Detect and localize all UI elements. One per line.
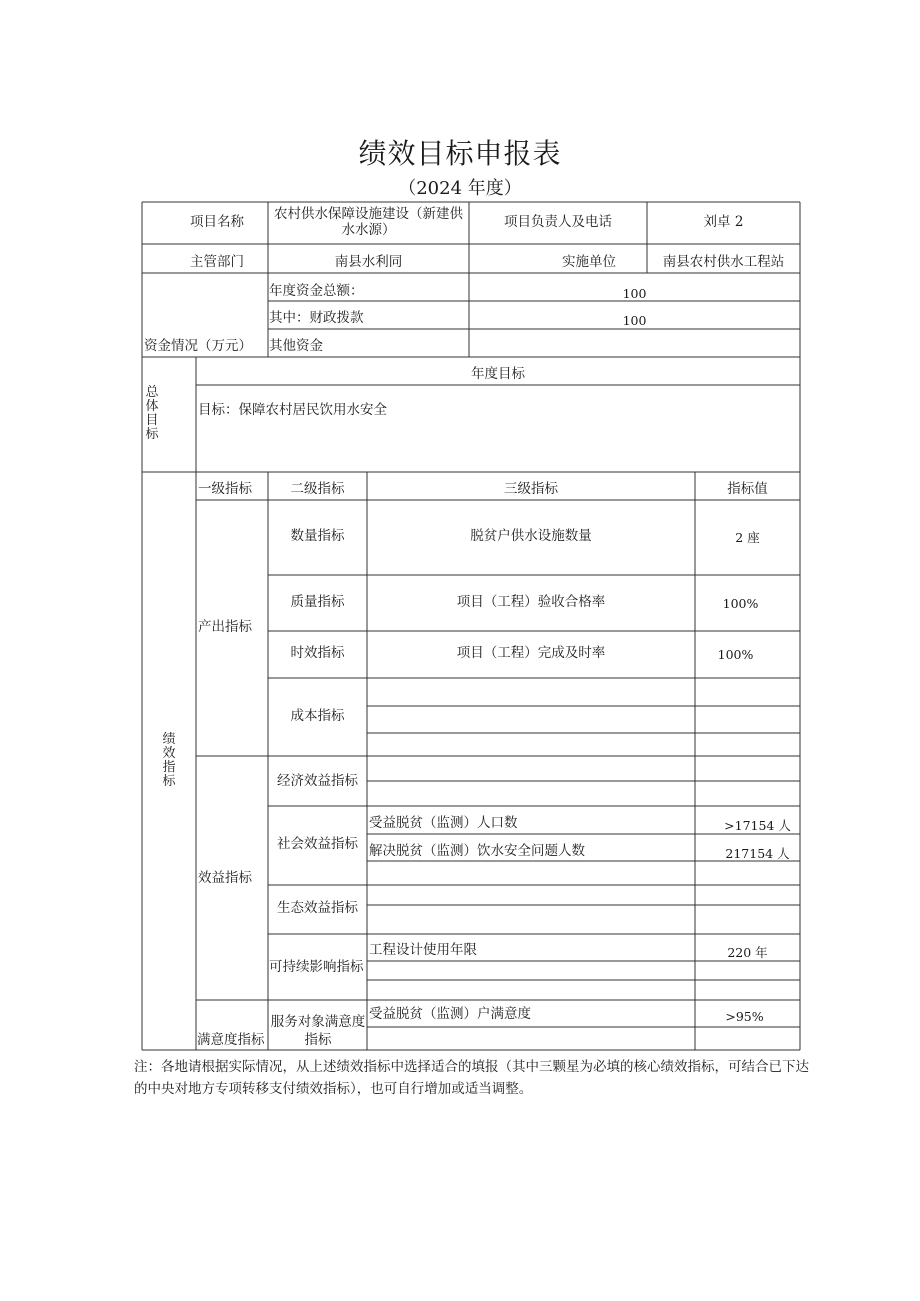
quality-value: 100% [722, 596, 759, 611]
social-label: 社会效益指标 [277, 836, 358, 852]
overall-target-text: 目标：保障农村居民饮用水安全 [198, 402, 387, 418]
dept-label: 主管部门 [190, 254, 244, 270]
social-item-1: 受益脱贫（监测）人口数 [369, 815, 518, 831]
project-leader-label: 项目负责人及电话 [504, 214, 612, 230]
funds-label: 资金情况（万元） [144, 338, 252, 354]
unit-value: 南县农村供水工程站 [662, 254, 785, 270]
footnote: 注：各地请根据实际情况，从上述绩效指标中选择适合的填报（其中三颗星为必填的核心绩效指标，可结合已下达的中央对地方专项转移支付绩效指标），也可自行增加或适当调整。 [134, 1059, 809, 1097]
social-item-2: 解决脱贫（监测）饮水安全问题人数 [369, 843, 585, 859]
header-value: 指标值 [727, 481, 768, 497]
project-name-label: 项目名称 [190, 214, 244, 230]
timeliness-item: 项目（工程）完成及时率 [456, 645, 606, 661]
unit-label: 实施单位 [562, 254, 616, 270]
social-value-1: >17154 人 [724, 818, 791, 833]
funds-total-label: 年度资金总额： [269, 283, 364, 299]
funds-other-label: 其他资金 [269, 338, 323, 354]
quantity-item: 脱贫户供水设施数量 [470, 528, 592, 544]
year-subtitle: （2024 年度） [398, 178, 522, 199]
annual-target-header: 年度目标 [471, 366, 525, 382]
satisfaction-indicators-label: 满意度指标 [197, 1032, 265, 1048]
service-value: >95% [725, 1009, 764, 1024]
sustainable-item: 工程设计使用年限 [369, 942, 477, 958]
funds-fiscal-label: 其中：财政拨款 [269, 310, 364, 326]
timeliness-value: 100% [717, 647, 754, 662]
sustainable-value: 220 年 [727, 945, 768, 960]
funds-fiscal-value: 100 [622, 313, 647, 328]
funds-total-value: 100 [622, 286, 647, 301]
project-leader-value: 刘卓 2 [703, 214, 744, 230]
service-item: 受益脱贫（监测）户满意度 [369, 1006, 531, 1022]
sustainable-label: 可持续影响指标 [269, 959, 364, 975]
quality-item: 项目（工程）验收合格率 [456, 594, 606, 610]
quantity-value: 2 座 [735, 530, 760, 545]
header-level-1: 一级指标 [198, 481, 252, 497]
header-level-3: 三级指标 [504, 481, 558, 497]
timeliness-label: 时效指标 [290, 645, 345, 661]
benefit-indicators-label: 效益指标 [198, 870, 252, 886]
overall-target-label: 总体目标 [145, 385, 159, 442]
page-title: 绩效目标申报表 [358, 137, 562, 170]
quality-label: 质量指标 [290, 594, 345, 610]
ecological-label: 生态效益指标 [277, 900, 358, 916]
indicators-label: 绩效指标 [162, 732, 176, 789]
economic-label: 经济效益指标 [277, 773, 358, 789]
project-name-value: 农村供水保障设施建设（新建供水水源） [274, 206, 463, 238]
header-level-2: 二级指标 [290, 481, 345, 497]
dept-value: 南县水利同 [334, 254, 403, 270]
social-value-2: 217154 人 [725, 846, 790, 861]
service-satisfaction-label: 服务对象满意度指标 [270, 1014, 366, 1048]
quantity-label: 数量指标 [290, 528, 345, 544]
output-indicators-label: 产出指标 [198, 619, 252, 635]
cost-label: 成本指标 [290, 708, 345, 724]
